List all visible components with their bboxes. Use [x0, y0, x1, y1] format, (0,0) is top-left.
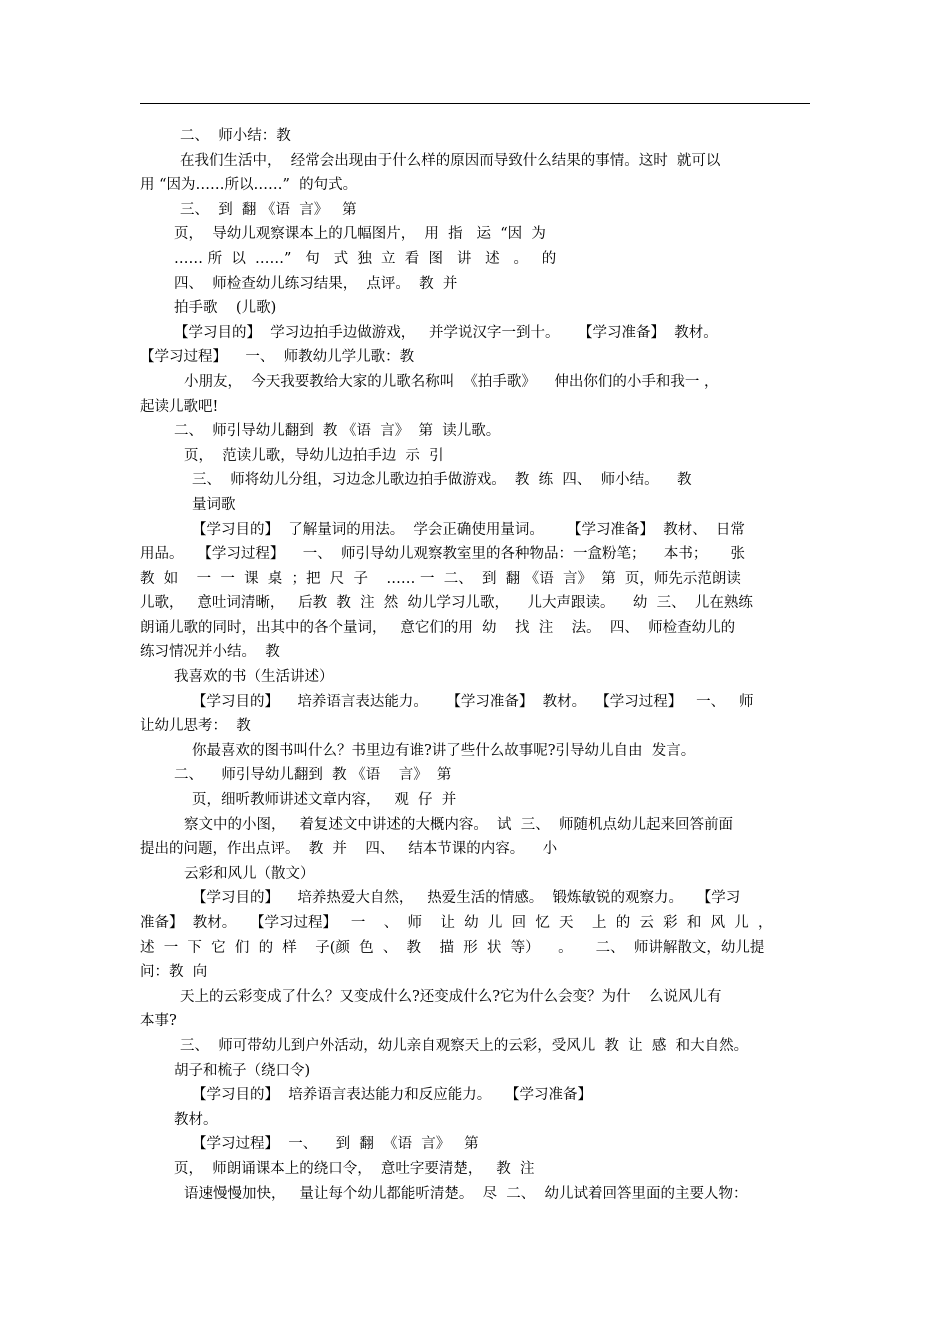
text-line: 二、 师小结：教	[180, 128, 291, 144]
text-line: 在我们生活中， 经常会出现由于什么样的原因而导致什么结果的事情。这时 就可以	[180, 152, 721, 169]
text-line: 朗诵儿歌的同时，出其中的各个量词， 意它们的用 幼 找 注 法。 四、 师检查幼儿的	[140, 619, 736, 636]
text-line: 云彩和风儿（散文）	[184, 865, 315, 882]
text-line: 儿歌， 意吐词清晰， 后教 教 注 然 幼儿学习儿歌， 儿大声跟读。 幼 三、 儿在熟练	[140, 595, 753, 612]
text-line: 【学习过程】 一、 师教幼儿学儿歌：教	[140, 349, 415, 366]
document-body	[140, 124, 830, 1206]
text-line: 量词歌	[192, 496, 236, 513]
header-rule	[140, 103, 810, 104]
text-line: 用 “因为……所以……” 的句式。	[140, 177, 358, 194]
text-line: 二、 师引导幼儿翻到 教 《语 言》 第 读儿歌。	[174, 423, 501, 440]
text-line: 【学习目的】 培养语言表达能力。 【学习准备】 教材。 【学习过程】 一、 师	[192, 693, 754, 710]
text-line: 练习情况并小结。 教	[140, 644, 280, 661]
text-line: 页， 范读儿歌，导幼儿边拍手边 示 引	[184, 447, 444, 464]
text-line: 教 如 一 一 课 桌 ；把 尺 子 …… 一 二、 到 翻 《语 言》 第 页，师先示范朗读	[140, 570, 741, 587]
text-line: 页，细听教师讲述文章内容， 观 仔 并	[192, 792, 457, 809]
text-line: 【学习目的】 培养语言表达能力和反应能力。 【学习准备】	[192, 1087, 593, 1104]
text-line: 三、 师将幼儿分组，习边念儿歌边拍手做游戏。 教 练 四、 师小结。 教	[192, 472, 692, 489]
text-line: 述 一 下 它 们 的 样 子(颜 色 、 教 描 形 状 等） 。 二、 师讲解散文，幼儿提	[140, 939, 765, 956]
text-line: 页， 师朗诵课本上的绕口令， 意吐字要清楚， 教 注	[174, 1160, 535, 1177]
text-line: 小朋友， 今天我要教给大家的儿歌名称叫 《拍手歌》 伸出你们的小手和我一 ，	[184, 373, 719, 390]
text-line: 察文中的小图， 着复述文中讲述的大概内容。 试 三、 师随机点幼儿起来回答前面	[184, 816, 733, 833]
text-line: 我喜欢的书（生活讲述）	[174, 669, 334, 686]
text-line: 语速慢慢加快， 量让每个幼儿都能听清楚。 尽 二、 幼儿试着回答里面的主要人物：	[184, 1185, 748, 1202]
text-line: 【学习目的】 学习边拍手边做游戏， 并学说汉字一到十。 【学习准备】 教材。	[174, 324, 718, 341]
text-line: 三、 师可带幼儿到户外活动，幼儿亲自观察天上的云彩，受风儿 教 让 感 和大自然。	[180, 1037, 749, 1054]
text-line: 问：教 向	[140, 964, 208, 981]
text-line: 用品。 【学习过程】 一、 师引导幼儿观察教室里的各种物品：一盒粉笔； 本书； 张	[140, 546, 745, 563]
text-line: 【学习目的】 培养热爱大自然， 热爱生活的情感。 锻炼敏锐的观察力。 【学习	[192, 890, 741, 907]
text-line: 教材。	[174, 1111, 218, 1128]
text-line: 让幼儿思考： 教	[140, 718, 251, 735]
text-line: 本事?	[140, 1013, 177, 1030]
text-line: 天上的云彩变成了什么？又变成什么?还变成什么?它为什么会变？为什 么说风儿有	[180, 988, 722, 1005]
text-line: 提出的问题，作出点评。 教 并 四、 结本节课的内容。 小	[140, 841, 558, 858]
text-line: 起读儿歌吧!	[140, 398, 219, 415]
text-line: 拍手歌 (儿歌)	[174, 300, 277, 317]
text-line: 【学习过程】 一、 到 翻 《语 言》 第	[192, 1136, 479, 1153]
text-line: 【学习目的】 了解量词的用法。 学会正确使用量词。 【学习准备】 教材、 日常	[192, 521, 745, 538]
text-line: 你最喜欢的图书叫什么？书里边有谁?讲了些什么故事呢?引导幼儿自由 发言。	[192, 742, 696, 759]
text-line: 三、 到 翻 《语 言》 第	[180, 201, 357, 218]
text-line: 四、 师检查幼儿练习结果， 点评。 教 并	[174, 275, 458, 292]
text-line: …… 所 以 ……” 句 式 独 立 看 图 讲 述 。 的	[174, 250, 557, 267]
text-line: 胡子和梳子（绕口令)	[174, 1062, 311, 1079]
text-line: 页， 导幼儿观察课本上的几幅图片， 用 指 运 “因 为	[174, 226, 546, 243]
text-line: 准备】 教材。 【学习过程】 一 、 师 让 幼 儿 回 忆 天 上 的 云 彩 和 风 儿 ，	[140, 915, 773, 931]
text-line: 二、 师引导幼儿翻到 教 《语 言》 第	[174, 767, 452, 784]
